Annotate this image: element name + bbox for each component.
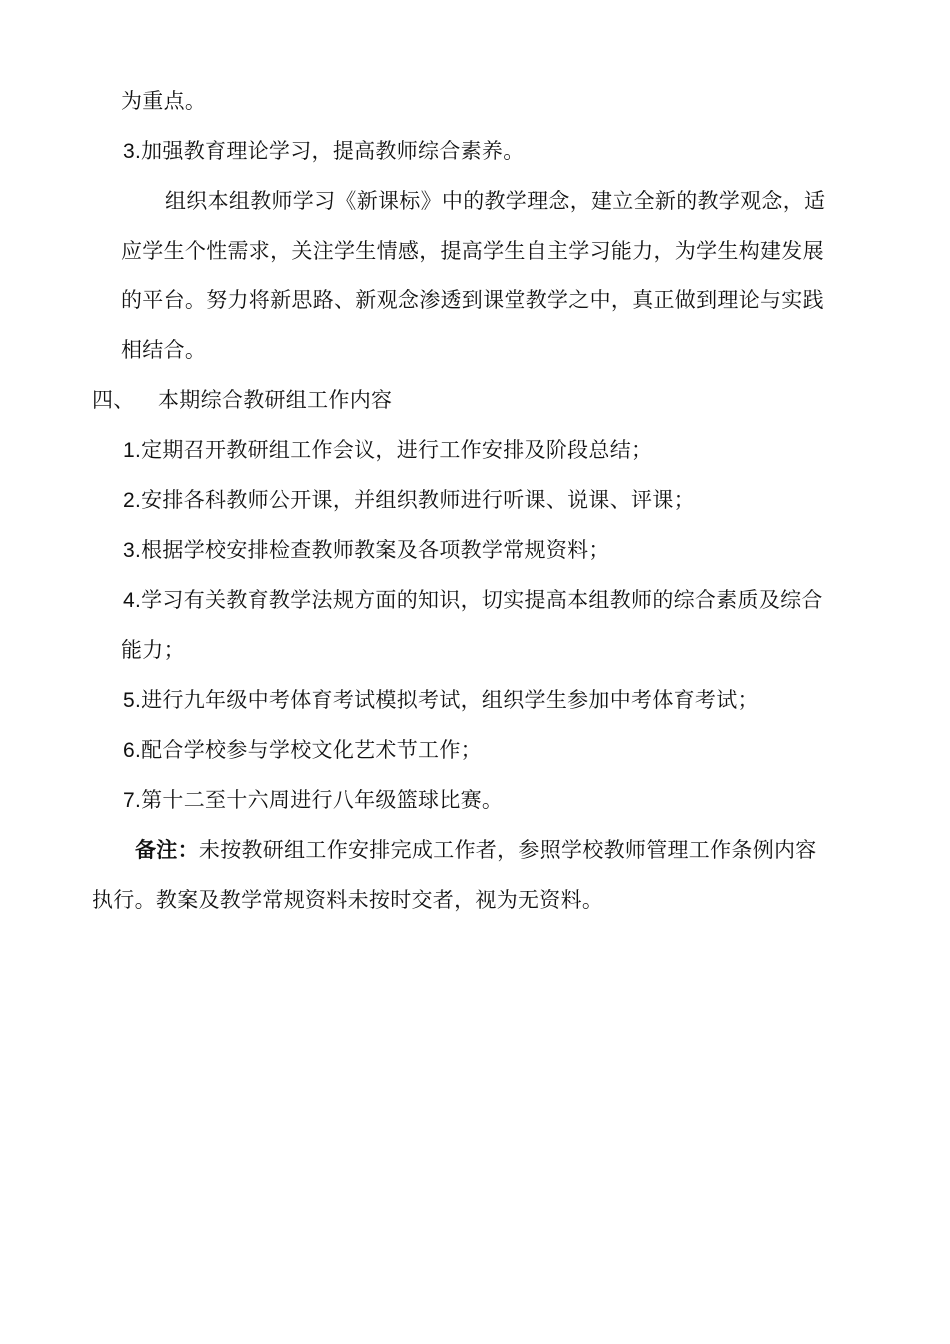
note-line-2: 执行。教案及教学常规资料未按时交者，视为无资料。: [92, 888, 604, 912]
item-number: 4.: [123, 589, 142, 612]
section4-title: 本期综合教研组工作内容: [158, 388, 393, 412]
section4-item-2: [123, 486, 695, 515]
item-number: 6.: [123, 739, 142, 762]
note-label: 备注：: [135, 837, 199, 862]
item-number: 7.: [123, 789, 142, 812]
item3-para-line-3: 的平台。努力将新思路、新观念渗透到课堂教学之中，真正做到理论与实践: [121, 288, 824, 312]
item3-para-line-4: 相结合。: [121, 338, 207, 362]
section4-item-4: [123, 586, 823, 615]
item-number: 5.: [123, 689, 142, 712]
item-number: 2.: [123, 489, 142, 512]
item3-para-line-1: 组织本组教师学习《新课标》中的教学理念，建立全新的教学观念，适: [165, 189, 826, 213]
item-text: 配合学校参与学校文化艺术节工作；: [141, 738, 482, 762]
item-text: 第十二至十六周进行八年级篮球比赛。: [141, 788, 504, 812]
section4-item-6: [123, 736, 482, 765]
continuation-text: 为重点。: [121, 89, 207, 113]
section4-marker: 四、: [92, 388, 135, 412]
section4-item-7: [123, 786, 503, 815]
item-text: 进行九年级中考体育考试模拟考试，组织学生参加中考体育考试；: [141, 688, 759, 712]
item-number: 3.: [123, 539, 142, 562]
section4-item-5: [123, 686, 759, 715]
item-text: 定期召开教研组工作会议，进行工作安排及阶段总结；: [141, 438, 653, 462]
item-text: 根据学校安排检查教师教案及各项教学常规资料；: [141, 538, 610, 562]
item-number: 1.: [123, 439, 142, 462]
note-line-1: [135, 836, 817, 864]
item3-heading-text: 加强教育理论学习，提高教师综合素养。: [141, 139, 525, 163]
section4-item-1: [123, 436, 652, 465]
section4-item-4-continuation: 能力；: [121, 638, 185, 662]
item3-para-line-2: 应学生个性需求，关注学生情感，提高学生自主学习能力，为学生构建发展: [121, 239, 824, 263]
section4-item-3: [123, 536, 610, 565]
item3-number: 3.: [123, 140, 142, 163]
item3-heading: [123, 137, 525, 166]
item-text: 安排各科教师公开课，并组织教师进行听课、说课、评课；: [141, 488, 695, 512]
section4-heading: [92, 386, 135, 414]
note-text: 未按教研组工作安排完成工作者，参照学校教师管理工作条例内容: [198, 838, 817, 862]
item-text: 学习有关教育教学法规方面的知识，切实提高本组教师的综合素质及综合: [141, 588, 823, 612]
